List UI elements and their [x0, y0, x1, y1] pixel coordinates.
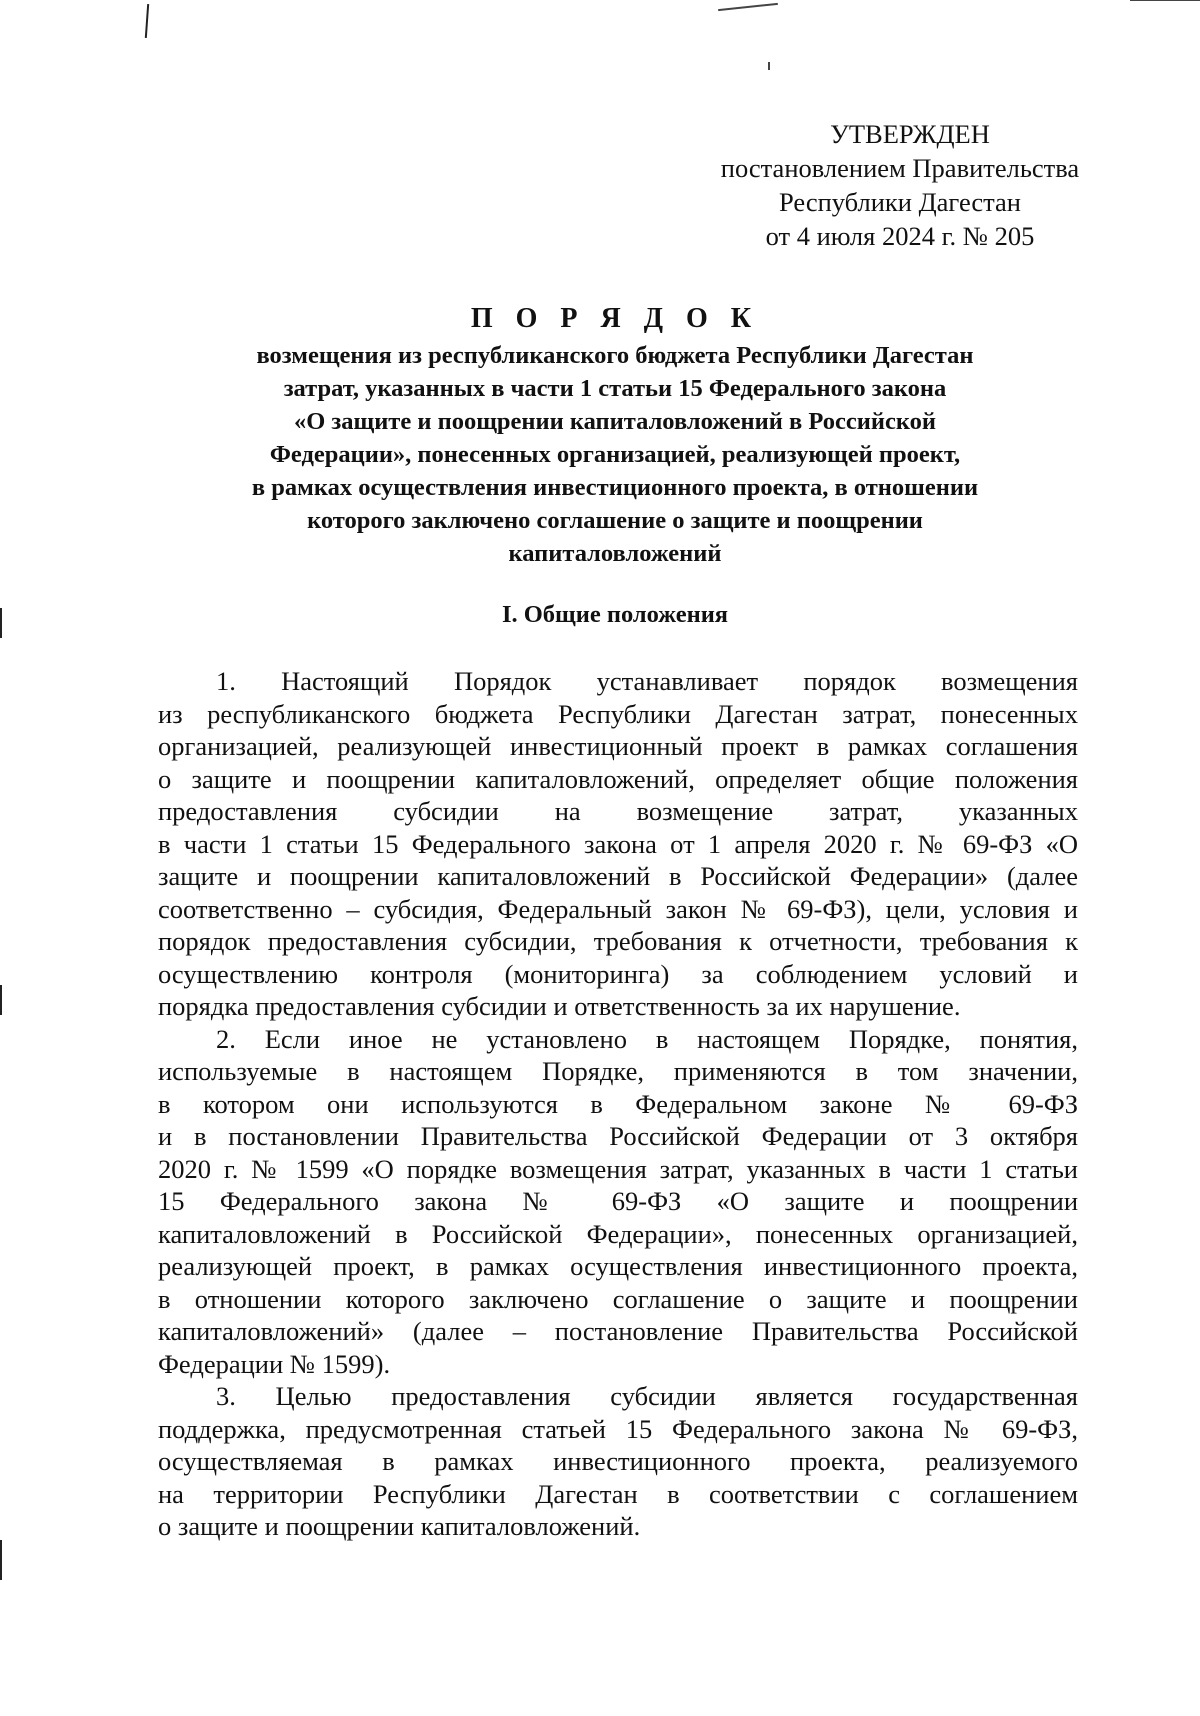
text-line: организацией, реализующей инвестиционный проект в рамках соглашения: [158, 731, 1078, 761]
paragraph-3: [158, 1380, 1078, 1543]
text-line: о защите и поощрении капиталовложений.: [158, 1511, 641, 1541]
paragraph-2: [158, 1023, 1078, 1381]
scan-mark: [0, 985, 2, 1015]
subtitle-line: в рамках осуществления инвестиционного проекта, в отношении: [251, 474, 979, 501]
approval-region: Республики Дагестан: [779, 187, 1021, 217]
text-line: осуществлению контроля (мониторинга) за соблюдением условий и: [158, 958, 1078, 989]
text-line: поддержка, предусмотренная статьей 15 Федерального закона № 69-ФЗ,: [158, 1413, 1078, 1444]
text-line: защите и поощрении капиталовложений в Российской Федерации» (далее: [158, 861, 1078, 891]
subtitle-line: затрат, указанных в части 1 статьи 15 Федерального закона: [283, 375, 947, 402]
approval-authority: постановлением Правительства: [720, 153, 1080, 183]
subtitle-line: «О защите и поощрении капиталовложений в Российской: [293, 408, 937, 435]
subtitle-line: капиталовложений: [508, 540, 722, 567]
approval-block: [640, 117, 1160, 253]
scan-mark: [145, 4, 149, 38]
subtitle-line: Федерации», понесенных организацией, реализующей проект,: [269, 441, 961, 468]
text-line: 2. Если иное не установлено в настоящем Порядке, понятия,: [216, 1023, 1078, 1054]
approval-date-number: от 4 июля 2024 г. № 205: [765, 221, 1035, 251]
text-line: порядок предоставления субсидии, требования к отчетности, требования к: [158, 926, 1078, 956]
scan-mark: [0, 1540, 2, 1580]
text-line: на территории Республики Дагестан в соответствии с соглашением: [158, 1478, 1078, 1509]
paragraph-1: [158, 665, 1078, 1023]
text-line: в части 1 статьи 15 Федерального закона от 1 апреля 2020 г. № 69-ФЗ «О: [158, 828, 1078, 859]
text-line: 3. Целью предоставления субсидии является государственная: [216, 1381, 1078, 1411]
text-line: реализующей проект, в рамках осуществления инвестиционного проекта,: [158, 1251, 1078, 1281]
section-heading: I. Общие положения: [501, 601, 729, 628]
text-line: используемые в настоящем Порядке, применяются в том значении,: [158, 1056, 1078, 1086]
text-line: осуществляемая в рамках инвестиционного проекта, реализуемого: [158, 1446, 1078, 1476]
text-line: порядка предоставления субсидии и ответственность за их нарушение.: [158, 991, 961, 1021]
title-heading: П О Р Я Д О К: [470, 303, 760, 334]
text-line: предоставления субсидии на возмещение затрат, указанных: [158, 796, 1078, 826]
document-title: [120, 301, 1110, 570]
text-line: в отношении которого заключено соглашение о защите и поощрении: [158, 1283, 1078, 1314]
text-line: о защите и поощрении капиталовложений, определяет общие положения: [158, 763, 1078, 794]
text-line: 1. Настоящий Порядок устанавливает порядок возмещения: [216, 666, 1078, 696]
text-line: соответственно – субсидия, Федеральный закон № 69-ФЗ), цели, условия и: [158, 893, 1078, 924]
text-line: в котором они используются в Федеральном законе № 69-ФЗ: [158, 1088, 1078, 1119]
text-line: и в постановлении Правительства Российской Федерации от 3 октября: [158, 1121, 1078, 1151]
scan-speck: [718, 3, 778, 11]
scan-speck: [1130, 0, 1200, 1]
text-line: Федерации № 1599).: [158, 1348, 391, 1379]
text-line: 2020 г. № 1599 «О порядке возмещения затрат, указанных в части 1 статьи: [158, 1153, 1078, 1184]
scan-speck: [768, 62, 770, 70]
subtitle-line: возмещения из республиканского бюджета Республики Дагестан: [256, 342, 974, 369]
subtitle-line: которого заключено соглашение о защите и поощрении: [307, 507, 923, 534]
text-line: из республиканского бюджета Республики Дагестан затрат, понесенных: [158, 698, 1078, 729]
text-line: 15 Федерального закона № 69-ФЗ «О защите и поощрении: [158, 1186, 1078, 1216]
document-body: [158, 665, 1078, 1543]
text-line: капиталовложений в Российской Федерации», понесенных организацией,: [158, 1218, 1078, 1249]
text-line: капиталовложений» (далее – постановление Правительства Российской: [158, 1316, 1078, 1346]
title-subtitle: [120, 339, 1110, 570]
approval-status: УТВЕРЖДЕН: [830, 119, 990, 149]
scan-mark: [0, 608, 2, 638]
